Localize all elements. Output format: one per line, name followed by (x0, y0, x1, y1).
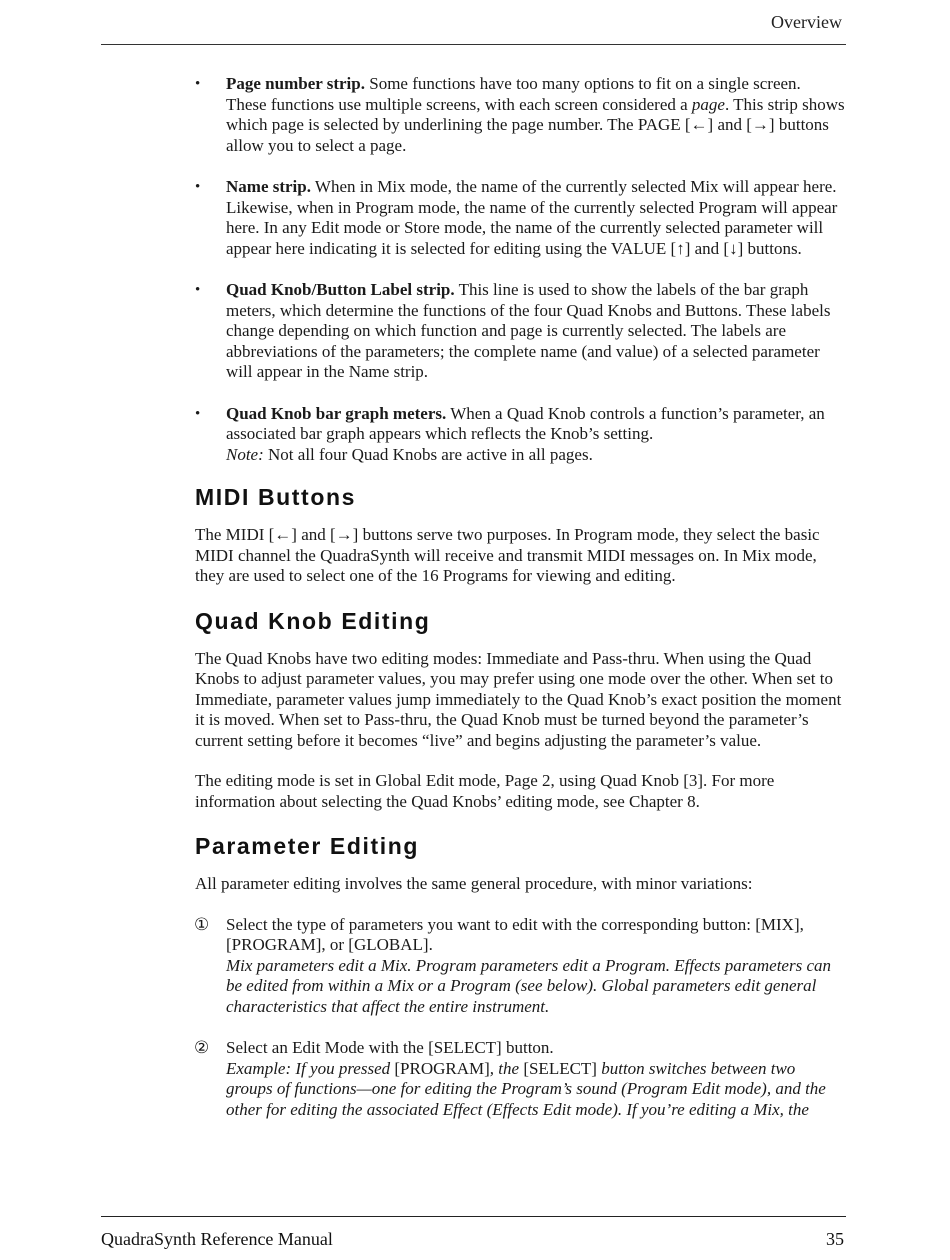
heading-quad-knob-editing: Quad Knob Editing (195, 607, 431, 634)
heading-midi-buttons: MIDI Buttons (195, 484, 357, 510)
paragraph-midi: The MIDI [←] and [→] buttons serve two purposes. In Program mode, they select the basic MIDI channel the QuadraSynth will receive and transmit MIDI messages on. In Mix mode, they are used to select one of the 16 Programs for viewing and editing. (195, 525, 820, 585)
bullet-icon: • (195, 282, 201, 298)
bullet-page-number-strip (195, 74, 845, 156)
footer-manual-title: QuadraSynth Reference Manual (101, 1229, 333, 1249)
bullet-text: When a Quad Knob controls a function’s parameter, an associated bar graph appears which reflects the Knob’s setting. (226, 403, 825, 443)
footer-page-number: 35 (826, 1229, 844, 1249)
select-button-ref: [SELECT] (523, 1058, 597, 1078)
bullet-bar-graph-meters (195, 404, 845, 466)
running-header: Overview (771, 12, 842, 32)
step-text: Select the type of parameters you want to edit with the corresponding button: [MIX], [PROGRAM], or [GLOBAL]. (226, 914, 804, 954)
header-rule (101, 44, 846, 45)
step-text: Select an Edit Mode with the [SELECT] button. (226, 1038, 554, 1057)
detail-part: Example: If you pressed (226, 1058, 395, 1078)
step-number-icon: ① (194, 914, 210, 935)
bullet-term: Quad Knob bar graph meters. (226, 403, 447, 423)
note-text: Not all four Quad Knobs are active in all pages. (263, 444, 593, 464)
page-body (195, 74, 845, 1141)
step-1 (195, 915, 845, 1018)
bullet-icon: • (195, 76, 201, 92)
program-button-ref: [PROGRAM] (394, 1058, 490, 1078)
bullet-text: Some functions have too many options to fit on a single screen. These functions use multiple screens, with each screen considered a (226, 74, 801, 114)
bullet-icon: • (195, 179, 201, 195)
step-detail (226, 1059, 845, 1121)
heading-parameter-editing: Parameter Editing (195, 833, 420, 859)
bullet-emphasis: page (691, 94, 725, 114)
paragraph-quad-knob-modes: The Quad Knobs have two editing modes: Immediate and Pass-thru. When using the Quad Knobs to adjust parameter values, you may prefer using one mode over the other. When set to Immediate, parameter values jump immediately to the Quad Knob’s exact position the moment it is moved. When set to Pass-thru, the Quad Knob must be turned beyond the parameter’s current setting before it becomes “live” and begins adjusting the parameter’s value. (195, 648, 842, 750)
note-label: Note: (226, 444, 264, 464)
bullet-term: Page number strip. (226, 74, 365, 93)
step-number-icon: ② (194, 1038, 210, 1058)
detail-part: button switches between two groups of functions—one for editing the Program’s sound (Program Edit mode), and the other for editing the associated Effect (Effects Edit mode). If you’re editing a Mix, the (226, 1058, 826, 1119)
bullet-text: . This strip shows which page is selected by underlining the page number. The PAGE [←] and [→] buttons allow you to select a page. (226, 94, 845, 155)
paragraph-parameter-intro: All parameter editing involves the same general procedure, with minor variations: (195, 874, 753, 893)
footer-rule (101, 1216, 846, 1217)
bullet-term: Name strip. (226, 177, 311, 196)
bullet-icon: • (195, 405, 201, 422)
bullet-text: This line is used to show the labels of the bar graph meters, which determine the functions of the four Quad Knobs and Buttons. These labels change depending on which function and page is currently selected. The labels are abbreviations of the parameters; the complete name (and value) of a selected parameter will appear in the Name strip. (226, 280, 831, 381)
step-detail: Mix parameters edit a Mix. Program parameters edit a Program. Effects parameters can be edited from within a Mix or a Program (see below). Global parameters edit general characteristics that affect the entire instrument. (226, 955, 831, 1016)
detail-part: , the (489, 1058, 524, 1078)
bullet-term: Quad Knob/Button Label strip. (226, 280, 455, 299)
bullet-name-strip (195, 177, 845, 259)
step-2 (195, 1038, 845, 1120)
paragraph-quad-knob-setting: The editing mode is set in Global Edit mode, Page 2, using Quad Knob [3]. For more information about selecting the Quad Knobs’ editing mode, see Chapter 8. (195, 771, 775, 811)
bullet-label-strip (195, 280, 845, 383)
bullet-text: When in Mix mode, the name of the currently selected Mix will appear here. Likewise, when in Program mode, the name of the currently selected Program will appear here. In any Edit mode or Store mode, the name of the currently selected parameter will appear here indicating it is selected for editing using the VALUE [↑] and [↓] buttons. (226, 177, 838, 258)
